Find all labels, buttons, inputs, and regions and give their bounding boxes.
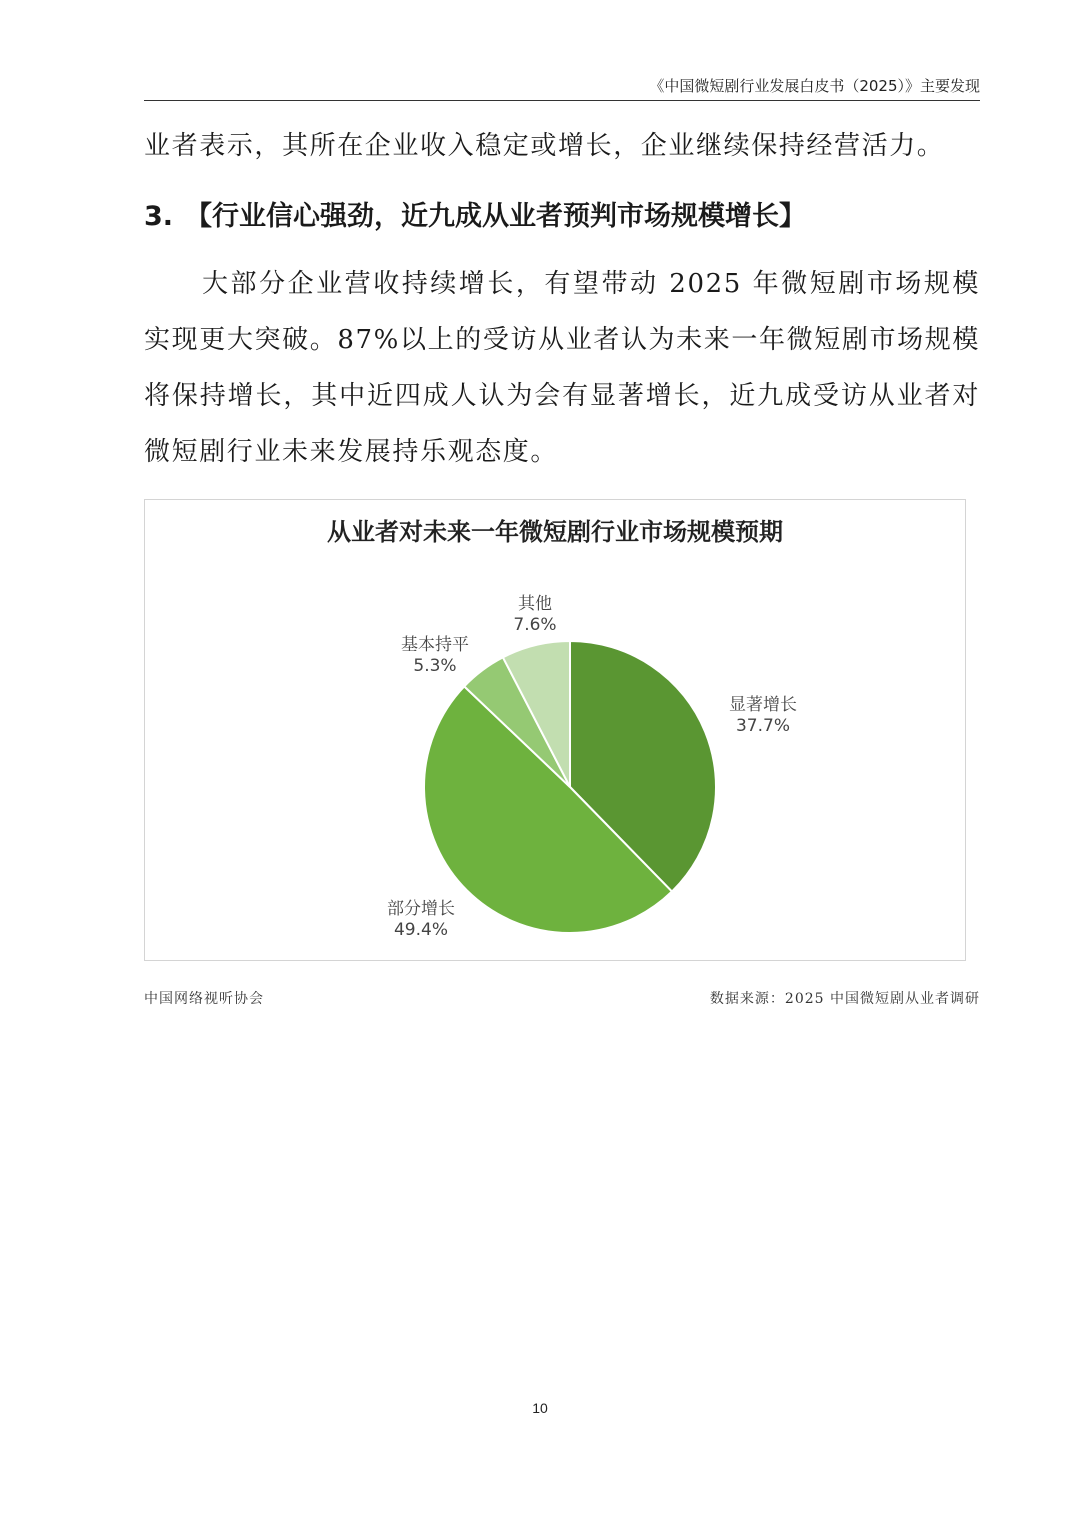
pie-chart bbox=[145, 500, 967, 962]
chart-title: 从业者对未来一年微短剧行业市场规模预期 bbox=[327, 518, 783, 546]
slice-value-label-3: 5.3% bbox=[413, 656, 457, 676]
footer-organization: 中国网络视听协会 bbox=[144, 991, 264, 1007]
slice-value-label-4: 7.6% bbox=[513, 615, 557, 635]
continued-paragraph: 业者表示，其所在企业收入稳定或增长，企业继续保持经营活力。 bbox=[144, 131, 945, 161]
slice-label-1: 显著增长 bbox=[729, 695, 797, 715]
pie-chart-figure bbox=[144, 499, 966, 961]
footer-source: 数据来源：2025 中国微短剧从业者调研 bbox=[709, 991, 980, 1007]
body-paragraph: 大部分企业营收持续增长，有望带动 2025 年微短剧市场规模实现更大突破。87%以上的受访从业者认为未来一年微短剧市场规模将保持增长，其中近四成人认为会有显著增长，近九成受访从业者对微短剧行业未来发展持乐观态度。 bbox=[144, 269, 980, 467]
running-header bbox=[144, 72, 980, 101]
section-number: 3. bbox=[144, 201, 174, 232]
section-heading-text: 【行业信心强劲，近九成从业者预判市场规模增长】 bbox=[185, 201, 807, 232]
slice-label-4: 其他 bbox=[518, 594, 552, 614]
slice-value-label-1: 37.7% bbox=[735, 716, 791, 736]
slice-label-3: 基本持平 bbox=[401, 635, 469, 655]
page-number: 10 bbox=[532, 1400, 548, 1416]
slice-label-2: 部分增长 bbox=[387, 899, 455, 919]
section-heading bbox=[144, 192, 806, 242]
slice-value-label-2: 49.4% bbox=[393, 920, 449, 940]
running-title: 《中国微短剧行业发展白皮书（2025）》主要发现 bbox=[649, 77, 980, 95]
